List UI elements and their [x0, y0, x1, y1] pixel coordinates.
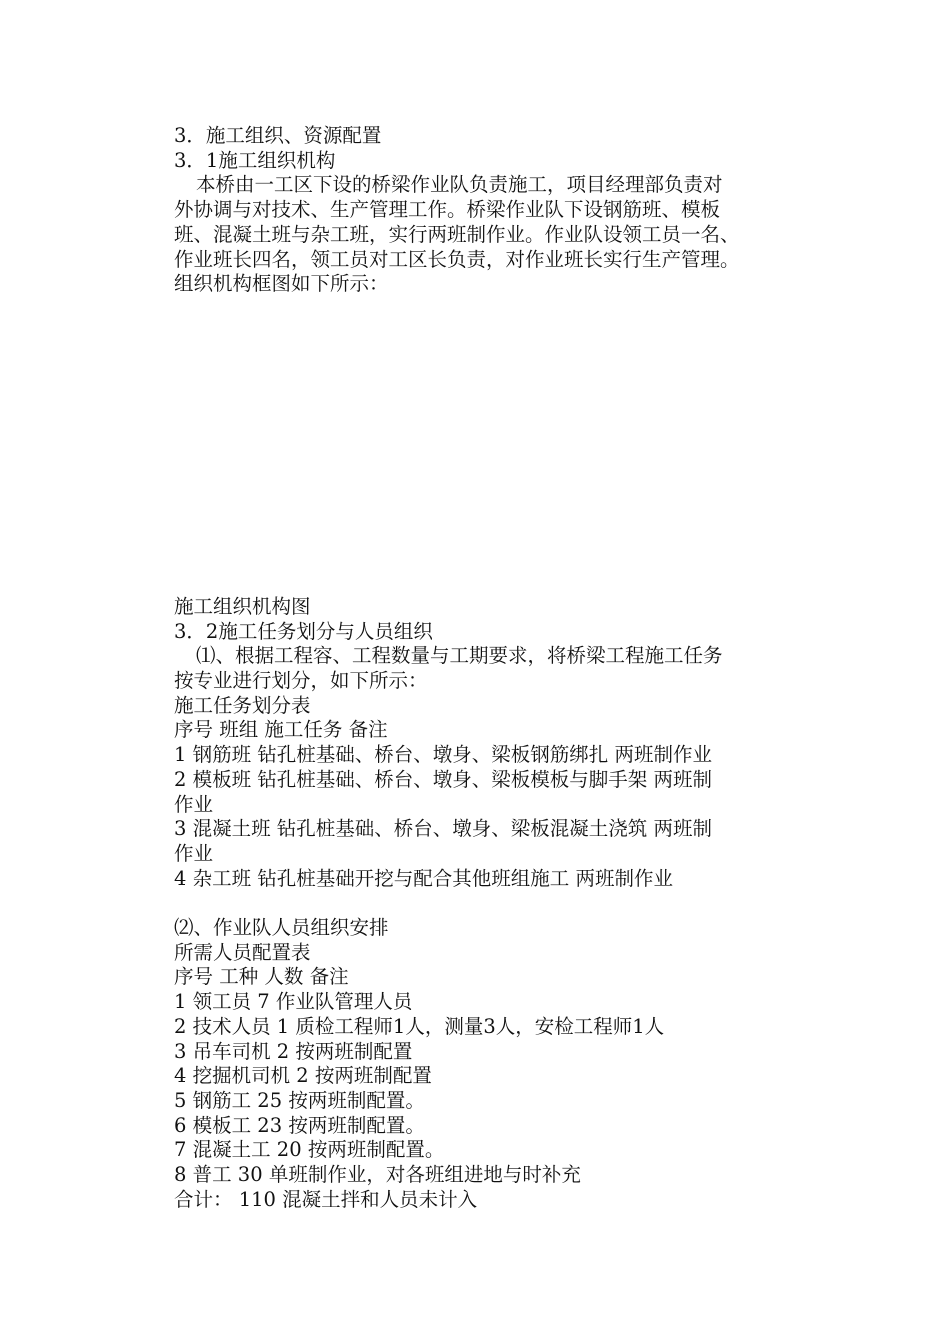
subsection-heading-tasks: 3．2施工任务划分与人员组织: [174, 619, 433, 643]
table-row: 1 钢筋班 钻孔桩基础、桥台、墩身、梁板钢筋绑扎 两班制作业: [174, 743, 713, 767]
paragraph-line: ⑴、根据工程容、工程数量与工期要求，将桥梁工程施工任务: [196, 644, 723, 668]
paragraph-line: 按专业进行划分，如下所示：: [174, 669, 428, 693]
table-header: 序号 工种 人数 备注: [174, 965, 349, 989]
table-row: 4 杂工班 钻孔桩基础开挖与配合其他班组施工 两班制作业: [174, 866, 674, 890]
paragraph-line: 作业班长四名，领工员对工区长负责，对作业班长实行生产管理。: [174, 247, 740, 271]
table-row-continuation: 作业: [174, 792, 214, 816]
table-row: 2 模板班 钻孔桩基础、桥台、墩身、梁板模板与脚手架 两班制: [174, 767, 713, 791]
table-row-continuation: 作业: [174, 841, 214, 865]
table-row: 5 钢筋工 25 按两班制配置。: [174, 1088, 425, 1112]
section-heading: 3．施工组织、资源配置: [174, 124, 382, 147]
tasks-paragraph: [174, 644, 824, 693]
table-row: 1 领工员 7 作业队管理人员: [174, 990, 413, 1014]
paragraph-line: 外协调与对技术、生产管理工作。桥梁作业队下设钢筋班、模板: [174, 198, 721, 222]
org-chart-placeholder: [174, 297, 824, 595]
table-row: 2 技术人员 1 质检工程师1人，测量3人，安检工程师1人: [174, 1014, 665, 1038]
task-table: [174, 694, 824, 892]
table-row: 3 混凝土班 钻孔桩基础、桥台、墩身、梁板混凝土浇筑 两班制: [174, 817, 713, 841]
staff-table: [174, 916, 824, 1212]
staff-intro: ⑵、作业队人员组织安排: [174, 916, 389, 940]
table-title: 施工任务划分表: [174, 693, 311, 717]
table-header: 序号 班组 施工任务 备注: [174, 718, 388, 742]
document-page: [174, 124, 824, 1212]
subsection-heading-org: 3．1施工组织机构: [174, 148, 336, 172]
table-title: 所需人员配置表: [174, 940, 311, 964]
table-total: 合计： 110 混凝土拌和人员未计入: [174, 1187, 478, 1211]
org-paragraph: [174, 173, 824, 297]
paragraph-line: 组织机构框图如下所示：: [174, 272, 389, 296]
table-row: 3 吊车司机 2 按两班制配置: [174, 1039, 413, 1063]
figure-caption: 施工组织机构图: [174, 594, 311, 618]
table-row: 4 挖掘机司机 2 按两班制配置: [174, 1064, 432, 1088]
blank-line: [174, 891, 824, 916]
paragraph-line: 本桥由一工区下设的桥梁作业队负责施工，项目经理部负责对: [196, 173, 723, 197]
paragraph-line: 班、混凝土班与杂工班，实行两班制作业。作业队设领工员一名、: [174, 222, 740, 246]
table-row: 6 模板工 23 按两班制配置。: [174, 1113, 425, 1137]
table-row: 7 混凝土工 20 按两班制配置。: [174, 1138, 445, 1162]
table-row: 8 普工 30 单班制作业，对各班组进地与时补充: [174, 1163, 581, 1187]
